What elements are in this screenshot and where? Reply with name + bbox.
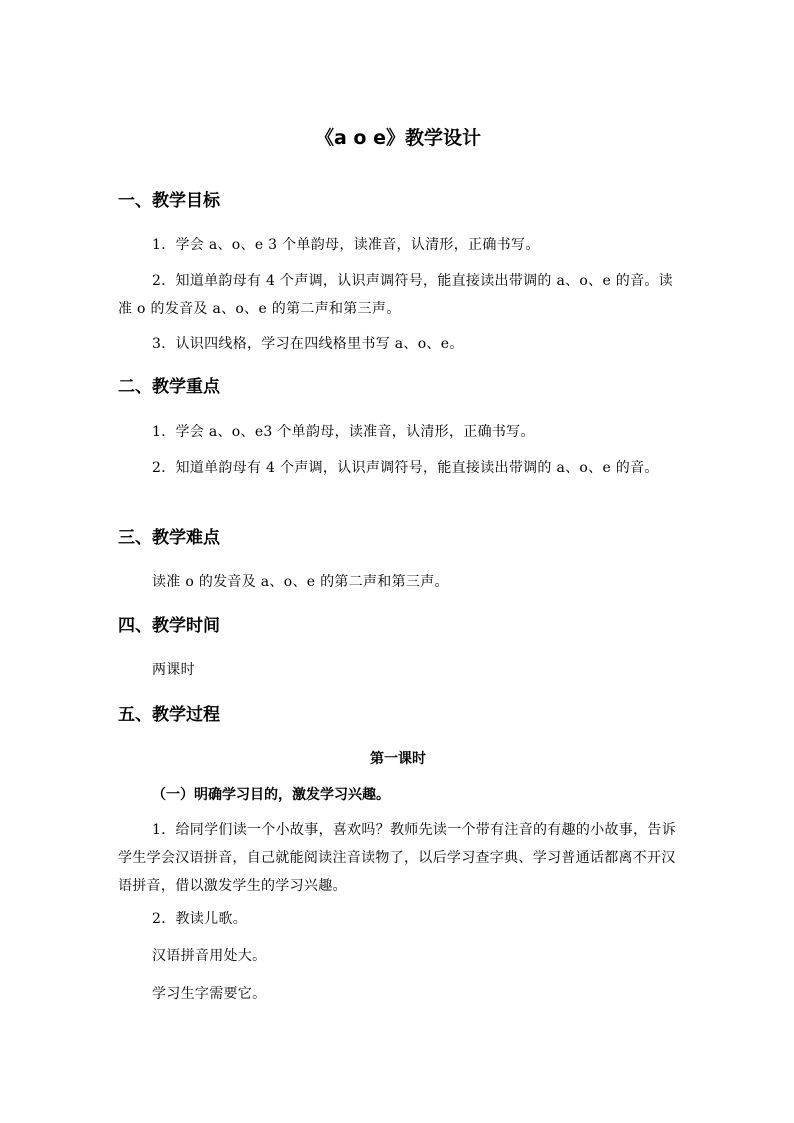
objective-paragraph: 1．学会 a、o、e 3 个单韵母，读准音，认清形，正确书写。 (152, 237, 540, 253)
rhyme-line: 学习生字需要它。 (152, 986, 267, 1002)
step-subheading: （一）明确学习目的，激发学习兴趣。 (152, 787, 390, 803)
lesson-title: 第一课时 (370, 751, 426, 767)
objective-paragraph: 3．认识四线格，学习在四线格里书写 a、o、e。 (152, 336, 464, 352)
section-heading-difficulties: 三、教学难点 (118, 528, 220, 548)
process-paragraph: 2．教读儿歌。 (152, 911, 248, 927)
key-point-paragraph: 2．知道单韵母有 4 个声调，认识声调符号，能直接读出带调的 a、o、e 的音。 (152, 460, 659, 476)
document-title: 《a o e》教学设计 (315, 127, 481, 149)
key-point-paragraph: 1．学会 a、o、e3 个单韵母，读准音，认清形，正确书写。 (152, 424, 535, 440)
section-heading-key-points: 二、教学重点 (118, 377, 220, 397)
time-paragraph: 两课时 (152, 662, 195, 678)
section-heading-objectives: 一、教学目标 (118, 191, 220, 211)
difficulty-paragraph: 读准 o 的发音及 a、o、e 的第二声和第三声。 (152, 574, 449, 590)
objective-paragraph: 2．知道单韵母有 4 个声调，认识声调符号，能直接读出带调的 a、o、e 的音。读准 o 的发音及 a、o、e 的第二声和第三声。 (118, 273, 673, 317)
section-heading-process: 五、教学过程 (118, 705, 220, 725)
rhyme-line: 汉语拼音用处大。 (152, 948, 267, 964)
process-paragraph: 1．给同学们读一个小故事，喜欢吗？教师先读一个带有注音的有趣的小故事，告诉学生学会汉语拼音，自己就能阅读注音读物了，以后学习查字典、学习普通话都离不开汉语拼音，借以激发学生的学习兴趣。 (118, 822, 677, 894)
section-heading-time: 四、教学时间 (118, 616, 220, 636)
